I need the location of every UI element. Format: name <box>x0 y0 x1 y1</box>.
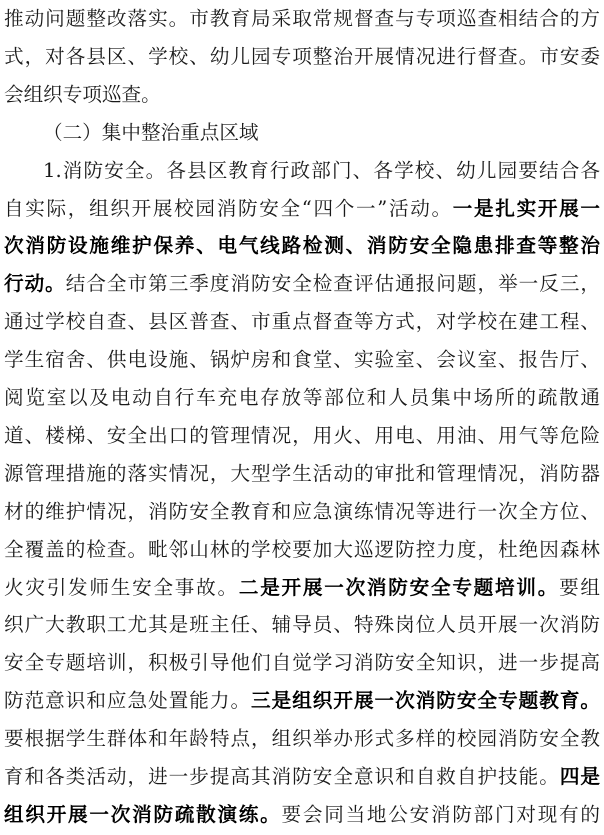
text-segment: 安全专题培训，积极引导他们自觉学习消防安全知识，进一步提高 <box>4 651 600 675</box>
text-line <box>4 419 600 453</box>
text-line <box>4 116 600 150</box>
bold-text-segment: 次消防设施维护保养、电气线路检测、消防安全隐患排查等整治 <box>4 234 600 258</box>
text-line <box>4 608 600 642</box>
text-line <box>4 192 600 226</box>
text-segment: 推动问题整改落实。市教育局采取常规督查与专项巡查相结合的方 <box>4 7 600 30</box>
text-line <box>4 229 600 263</box>
text-line <box>4 154 600 188</box>
text-line <box>4 495 600 529</box>
text-segment: （二）集中整治重点区域 <box>43 120 259 144</box>
text-segment: 火灾引发师生安全事故。 <box>4 575 239 599</box>
text-line <box>4 343 600 377</box>
bold-text-segment: 组织开展一次消防疏散演练。 <box>4 802 282 826</box>
text-segment: 要根据学生群体和年龄特点，组织举办形式多样的校园消防安全教 <box>4 727 600 751</box>
bold-text-segment: 四是 <box>559 765 600 788</box>
text-segment: 阅览室以及电动自行车充电存放等部位和人员集中场所的疏散通 <box>4 386 600 409</box>
text-line <box>4 760 600 794</box>
text-line <box>4 267 600 301</box>
text-line <box>4 457 600 491</box>
text-line <box>4 2 600 36</box>
text-segment: 要组 <box>559 575 600 599</box>
text-segment: 会组织专项巡查。 <box>4 82 161 106</box>
text-segment: 材的维护情况，消防安全教育和应急演练情况等进行一次全方位、 <box>4 499 600 523</box>
text-segment: 通过学校自查、县区普查、市重点督查等方式，对学校在建工程、 <box>4 310 600 334</box>
text-line <box>4 381 600 415</box>
bold-text-segment: 一是扎实开展一 <box>452 196 600 220</box>
text-segment: 学生宿舍、供电设施、锅炉房和食堂、实验室、会议室、报告厅、 <box>4 348 600 372</box>
text-line <box>4 571 600 605</box>
text-segment: 式，对各县区、学校、幼儿园专项整治开展情况进行督查。市安委 <box>4 44 600 68</box>
text-line <box>4 722 600 756</box>
text-segment: 结合全市第三季度消防安全检查评估通报问题，举一反三， <box>65 272 600 296</box>
text-segment: 织广大教职工尤其是班主任、辅导员、特殊岗位人员开展一次消防 <box>4 613 600 637</box>
text-segment: 1.消防安全。各县区教育行政部门、各学校、幼儿园要结合各 <box>43 158 600 182</box>
text-line <box>4 646 600 680</box>
text-segment: 要会同当地公安消防部门对现有的 <box>281 802 600 826</box>
text-segment: 防范意识和应急处置能力。 <box>4 689 252 713</box>
text-line <box>4 305 600 339</box>
bold-text-segment: 二是开展一次消防安全专题培训。 <box>238 575 560 599</box>
text-line <box>4 798 600 832</box>
bold-text-segment: 行动。 <box>4 272 66 296</box>
text-line <box>4 78 600 112</box>
text-segment: 源管理措施的落实情况，大型学生活动的审批和管理情况，消防器 <box>4 461 600 485</box>
document-page <box>4 0 600 835</box>
text-segment: 自实际，组织开展校园消防安全“四个一”活动。 <box>4 196 453 220</box>
text-line <box>4 684 600 718</box>
bold-text-segment: 三是组织开展一次消防安全专题教育。 <box>251 689 600 713</box>
text-segment: 全覆盖的检查。毗邻山林的学校要加大巡逻防控力度，杜绝因森林 <box>4 537 600 561</box>
text-segment: 育和各类活动，进一步提高其消防安全意识和自救自护技能。 <box>4 765 560 788</box>
text-segment: 道、楼梯、安全出口的管理情况，用火、用电、用油、用气等危险 <box>4 423 600 447</box>
text-line <box>4 533 600 567</box>
text-line <box>4 40 600 74</box>
